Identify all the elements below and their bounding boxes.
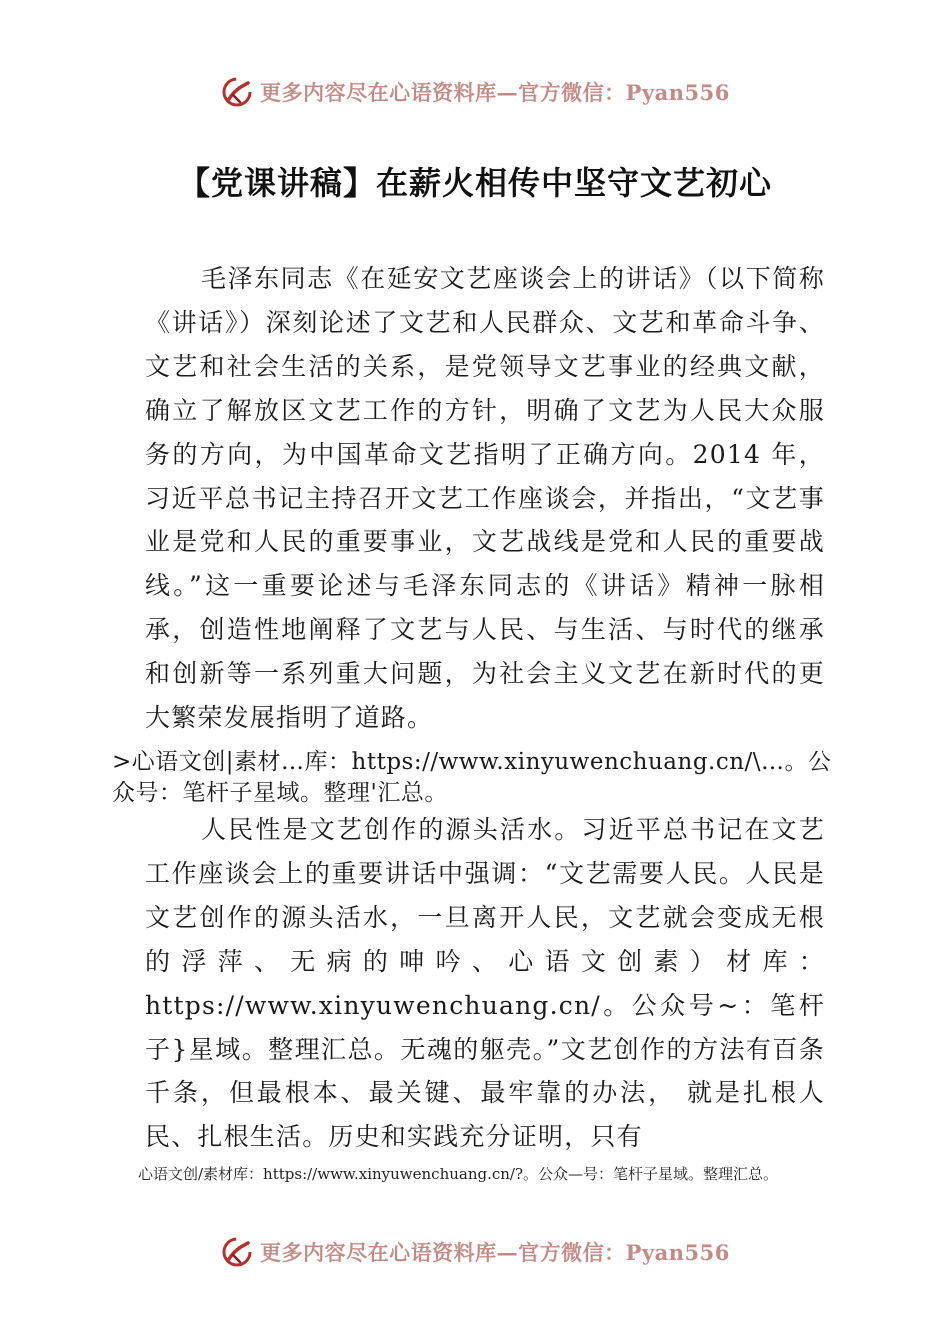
- inline-watermark-text: >心语文创|素材…库：https://www.xinyuwenchuang.cn/\…。公众号：笔杆子星域。整理'汇总。: [112, 749, 832, 806]
- footer-note: 心语文创/素材库：https://www.xinyuwenchuang.cn/?。公众—号：笔杆子星域。整理汇总。: [138, 1165, 779, 1183]
- document-title: 【党课讲稿】在薪火相传中坚守文艺初心: [177, 164, 772, 202]
- header-banner: [0, 70, 950, 114]
- paragraph-2: 人民性是文艺创作的源头活水。习近平总书记在文艺工作座谈会上的重要讲话中强调：“文艺需要人民。人民是文艺创作的源头活水，一旦离开人民，文艺就会变成无根的浮萍、无病的呻吟、心语文创素）材库：https://www.xinyuwenchuang.cn/。公众号~：笔杆子}星域。整理汇总。无魂的躯壳。”文艺创作的方法有百条千条，但最根本、最关键、最牢靠的办法， 就是扎根人民、扎根生活。历史和实践充分证明，只有: [145, 815, 825, 1152]
- red-brush-logo-icon: [220, 1235, 254, 1269]
- red-brush-logo-icon: [220, 75, 254, 109]
- paragraph-1: 毛泽东同志《在延安文艺座谈会上的讲话》（以下简称《讲话》）深刻论述了文艺和人民群众、文艺和革命斗争、文艺和社会生活的关系，是党领导文艺事业的经典文献，确立了解放区文艺工作的方针，明确了文艺为人民大众服务的方向，为中国革命文艺指明了正确方向。2014 年，习近平总书记主持召开文艺工作座谈会，并指出，“文艺事业是党和人民的重要事业，文艺战线是党和人民的重要战线。”这一重要论述与毛泽东同志的《讲话》精神一脉相承，创造性地阐释了文艺与人民、与生活、与时代的继承和创新等一系列重大问题，为社会主义文艺在新时代的更大繁荣发展指明了道路。: [145, 264, 825, 733]
- header-banner-text: 更多内容尽在心语资料库—官方微信：Pyan556: [260, 80, 730, 105]
- footer-banner-text: 更多内容尽在心语资料库—官方微信：Pyan556: [260, 1240, 730, 1265]
- footer-banner: [0, 1230, 950, 1274]
